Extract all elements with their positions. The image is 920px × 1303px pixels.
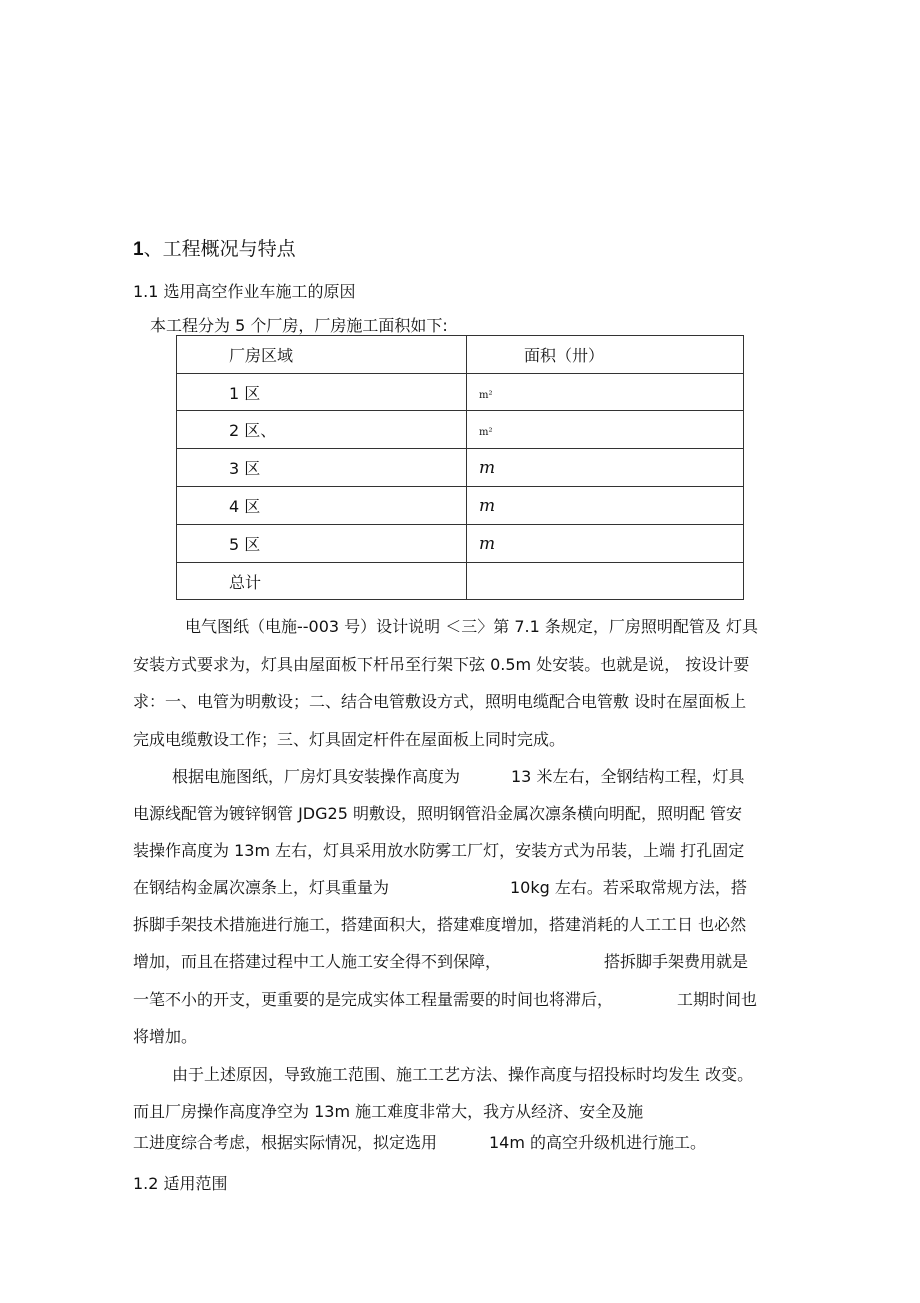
zone-cell: 2 区、 bbox=[177, 411, 467, 449]
paragraph-2-line: 将增加。 bbox=[133, 1027, 198, 1046]
paragraph-2-line: 装操作高度为 13m 左右，灯具采用放水防雾工厂灯，安装方式为吊装，上端 打孔固定 bbox=[133, 841, 745, 860]
paragraph-2-line: 增加，而且在搭建过程中工人施工安全得不到保障， bbox=[133, 952, 502, 971]
intro-text: 本工程分为 5 个厂房，厂房施工面积如下: bbox=[150, 316, 448, 335]
zone-cell: 3 区 bbox=[177, 449, 467, 487]
paragraph-2-line: 10kg 左右。若采取常规方法，搭 bbox=[510, 878, 747, 897]
paragraph-2-line: 一笔不小的开支，更重要的是完成实体工程量需要的时间也将滞后， bbox=[133, 990, 614, 1009]
paragraph-2-line: 在钢结构金属次凛条上，灯具重量为 bbox=[133, 878, 390, 897]
header-area: 面积（卅） bbox=[467, 336, 744, 374]
header-zone: 厂房区域 bbox=[177, 336, 467, 374]
table-row bbox=[177, 449, 744, 487]
table-header-row bbox=[177, 336, 744, 374]
unit-cell: m² bbox=[479, 389, 493, 401]
unit-cell: m bbox=[479, 533, 496, 554]
paragraph-2-line: 搭拆脚手架费用就是 bbox=[604, 952, 749, 971]
unit-cell: m² bbox=[479, 427, 493, 438]
section-number: 1 bbox=[133, 239, 144, 260]
paragraph-1-line: 电气图纸（电施--003 号）设计说明 ＜三〉第 7.1 条规定，厂房照明配管及 灯具 bbox=[185, 617, 758, 636]
area-table bbox=[176, 335, 744, 600]
unit-cell: m bbox=[479, 495, 496, 516]
paragraph-2-line: 工期时间也 bbox=[677, 990, 758, 1009]
paragraph-2-line: 根据电施图纸，厂房灯具安装操作高度为 bbox=[172, 767, 461, 786]
paragraph-3-line: 而且厂房操作高度净空为 13m 施工难度非常大，我方从经济、安全及施 bbox=[133, 1102, 644, 1121]
paragraph-1-line: 完成电缆敷设工作；三、灯具固定杆件在屋面板上同时完成。 bbox=[133, 730, 566, 749]
zone-cell: 5 区 bbox=[177, 525, 467, 563]
paragraph-2-line: 电源线配管为镀锌钢管 JDG25 明敷设，照明钢管沿金属次凛条横向明配，照明配 管安 bbox=[133, 804, 743, 823]
paragraph-1-line: 求：一、电管为明敷设；二、结合电管敷设方式，照明电缆配合电管敷 设时在屋面板上 bbox=[133, 692, 747, 711]
paragraph-3-line: 工进度综合考虑，根据实际情况，拟定选用 bbox=[133, 1133, 438, 1152]
subsection-heading-1-2: 1.2 适用范围 bbox=[133, 1174, 228, 1193]
section-title: 、工程概况与特点 bbox=[143, 238, 296, 260]
table-row bbox=[177, 411, 744, 449]
zone-cell: 总计 bbox=[177, 563, 467, 600]
unit-cell: m bbox=[479, 457, 496, 478]
table-row bbox=[177, 374, 744, 411]
zone-cell: 4 区 bbox=[177, 487, 467, 525]
section-heading-1 bbox=[133, 234, 296, 261]
paragraph-3-line: 由于上述原因，导致施工范围、施工工艺方法、操作高度与招投标时均发生 改变。 bbox=[172, 1065, 754, 1084]
zone-cell: 1 区 bbox=[177, 374, 467, 411]
table-row bbox=[177, 563, 744, 600]
table-row bbox=[177, 487, 744, 525]
unit-cell bbox=[467, 563, 744, 600]
subsection-heading-1-1: 1.1 选用高空作业车施工的原因 bbox=[133, 282, 356, 301]
paragraph-2-line: 13 米左右，全钢结构工程，灯具 bbox=[511, 767, 745, 786]
paragraph-2-line: 拆脚手架技术措施进行施工，搭建面积大，搭建难度增加，搭建消耗的人工工日 也必然 bbox=[133, 915, 747, 934]
paragraph-1-line: 安装方式要求为，灯具由屋面板下杆吊至行架下弦 0.5m 处安装。也就是说， 按设计要 bbox=[133, 655, 750, 674]
table-row bbox=[177, 525, 744, 563]
paragraph-3-line: 14m 的高空升级机进行施工。 bbox=[489, 1133, 707, 1152]
